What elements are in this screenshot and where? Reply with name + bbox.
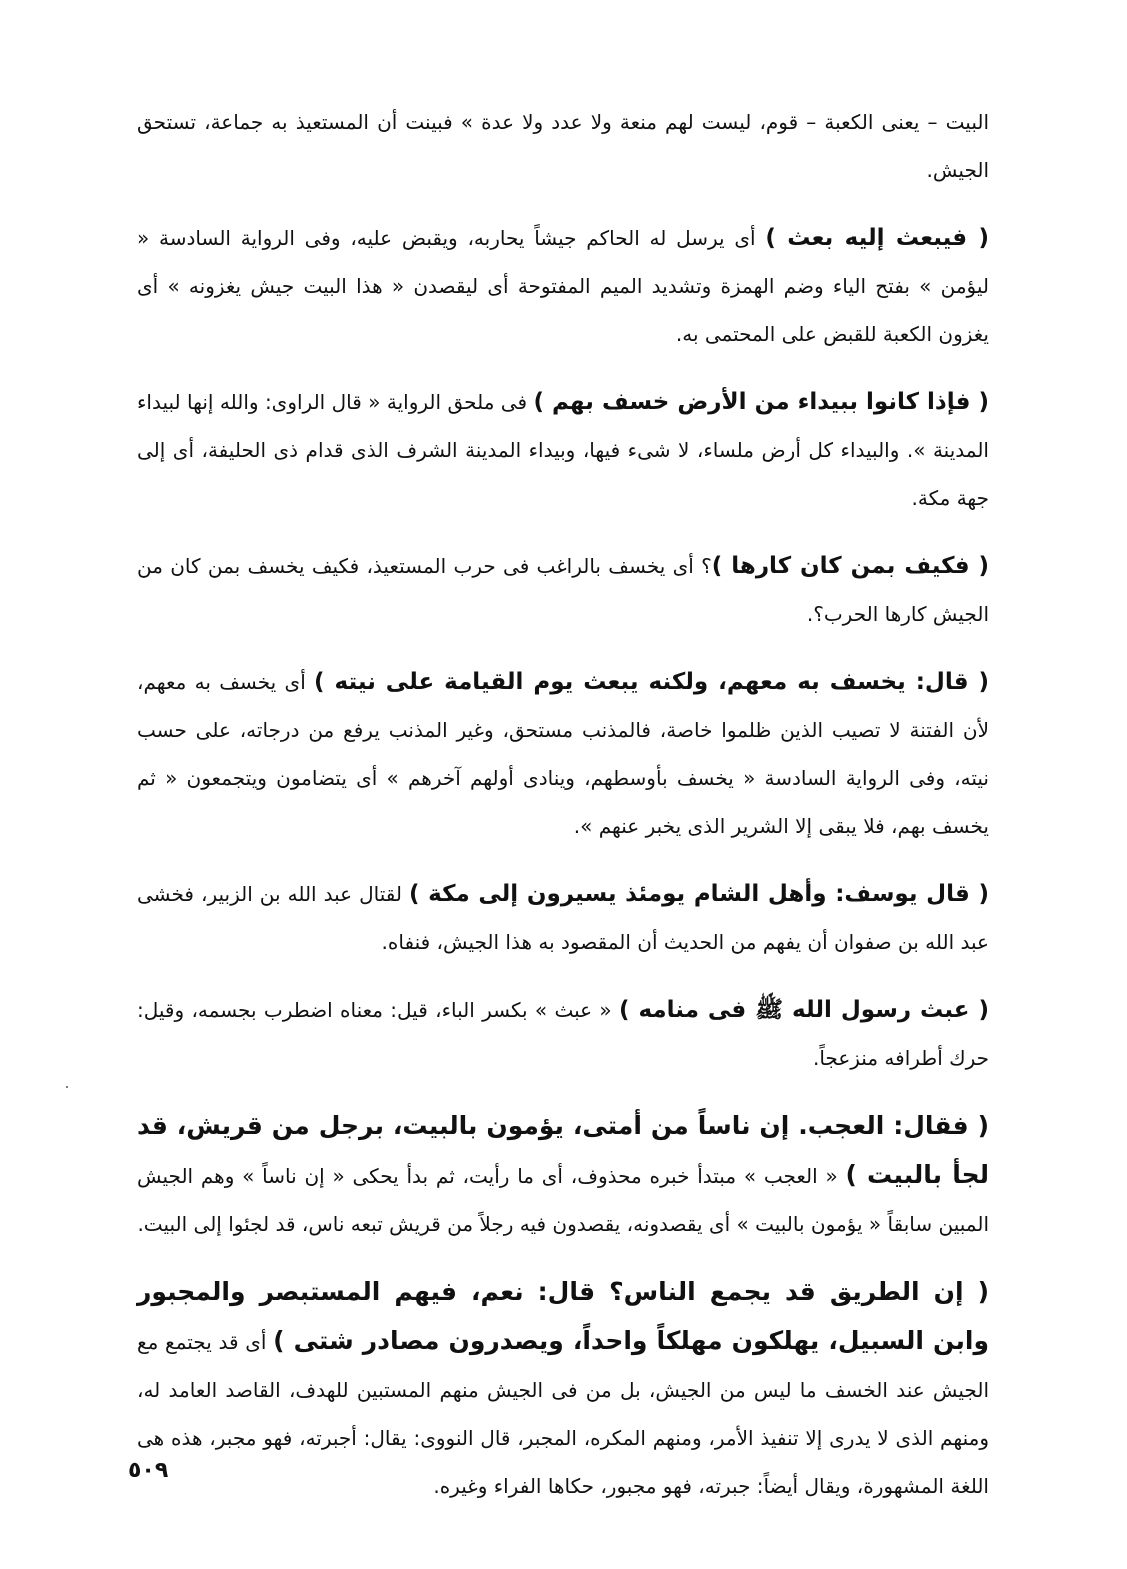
paragraph-text: فى ملحق الرواية « قال الراوى: والله إنها لبيداء المدينة ». والبيداء كل أرض ملساء، لا شىء فيها، وبيداء المدينة الشرف الذى قدام ذى الحليفة، أى إلى جهة مكة.	[137, 390, 989, 510]
scan-speck	[66, 1086, 68, 1088]
paragraph-8	[137, 1102, 989, 1248]
paragraph-lead: ( عبث رسول الله ﷺ فى منامه )	[618, 997, 989, 1023]
paragraph-lead: ( فكيف بمن كان كارها )	[711, 553, 989, 579]
paragraph-6	[137, 870, 989, 966]
paragraph-4	[137, 542, 989, 638]
paragraph-5	[137, 658, 989, 850]
paragraph-text: أى قد يجتمع مع الجيش عند الخسف ما ليس من الجيش، بل من فى الجيش منهم المستبين للهدف، القاصد العامد له، ومنهم الذى لا يدرى إلا تنفيذ الأمر، ومنهم المكره، المجبر، قال النووى: يقال: أجبرته، فهو مجبر، هذه هى اللغة المشهورة، ويقال أيضاً: جبرته، فهو مجبور، حكاها الفراء وغيره.	[137, 1330, 989, 1498]
paragraph-2	[137, 214, 989, 358]
paragraph-lead: ( قال: يخسف به معهم، ولكنه يبعث يوم القيامة على نيته )	[314, 669, 989, 695]
paragraph-text: ؟ أى يخسف بالراغب فى حرب المستعيذ، فكيف يخسف بمن كان من الجيش كارها الحرب؟.	[137, 554, 989, 626]
paragraph-text: البيت – يعنى الكعبة – قوم، ليست لهم منعة ولا عدد ولا عدة » فبينت أن المستعيذ به جماعة، تستحق الجيش.	[137, 110, 989, 182]
page-body	[137, 98, 989, 1530]
paragraph-text: أى يخسف به معهم، لأن الفتنة لا تصيب الذين ظلموا خاصة، فالمذنب مستحق، وغير المذنب يرفع من درجاته، على حسب نيته، وفى الرواية السادسة « يخسف بأوسطهم، وينادى أولهم آخرهم » أى يتضامون ويتجمعون « ثم يخسف بهم، فلا يبقى إلا الشرير الذى يخبر عنهم ».	[137, 670, 989, 838]
paragraph-1	[137, 98, 989, 194]
paragraph-7	[137, 986, 989, 1082]
paragraph-text: « العجب » مبتدأ خبره محذوف، أى ما رأيت، ثم بدأ يحكى « إن ناساً » وهم الجيش المبين سابقاً « يؤمون بالبيت » أى يقصدونه، يقصدون فيه رجلاً من قريش تبعه ناس، قد لجئوا إلى البيت.	[137, 1164, 989, 1236]
paragraph-9	[137, 1268, 989, 1510]
page-number: ٥٠٩	[128, 1458, 169, 1483]
paragraph-lead: ( فيبعث إليه بعث )	[765, 225, 989, 251]
paragraph-text: « عبث » بكسر الباء، قيل: معناه اضطرب بجسمه، وقيل: حرك أطرافه منزعجاً.	[137, 998, 989, 1070]
paragraph-lead: ( إن الطريق قد يجمع الناس؟ قال: نعم، فيهم المستبصر والمجبور وابن السبيل، يهلكون مهلكاً واحداً، ويصدرون مصادر شتى )	[137, 1277, 989, 1355]
paragraph-lead: ( فإذا كانوا ببيداء من الأرض خسف بهم )	[533, 389, 989, 415]
paragraph-text: أى يرسل له الحاكم جيشاً يحاربه، ويقبض عليه، وفى الرواية السادسة « ليؤمن » بفتح الياء وضم الهمزة وتشديد الميم المفتوحة أى ليقصدن « هذا البيت جيش يغزونه » أى يغزون الكعبة للقبض على المحتمى به.	[137, 226, 989, 346]
paragraph-text: لقتال عبد الله بن الزبير، فخشى عبد الله بن صفوان أن يفهم من الحديث أن المقصود به هذا الجيش، فنفاه.	[137, 882, 989, 954]
paragraph-lead: ( قال يوسف: وأهل الشام يومئذ يسيرون إلى مكة )	[408, 881, 989, 907]
paragraph-lead: ( فقال: العجب. إن ناساً من أمتى، يؤمون بالبيت، برجل من قريش، قد لجأ بالبيت )	[137, 1111, 989, 1189]
paragraph-3	[137, 378, 989, 522]
